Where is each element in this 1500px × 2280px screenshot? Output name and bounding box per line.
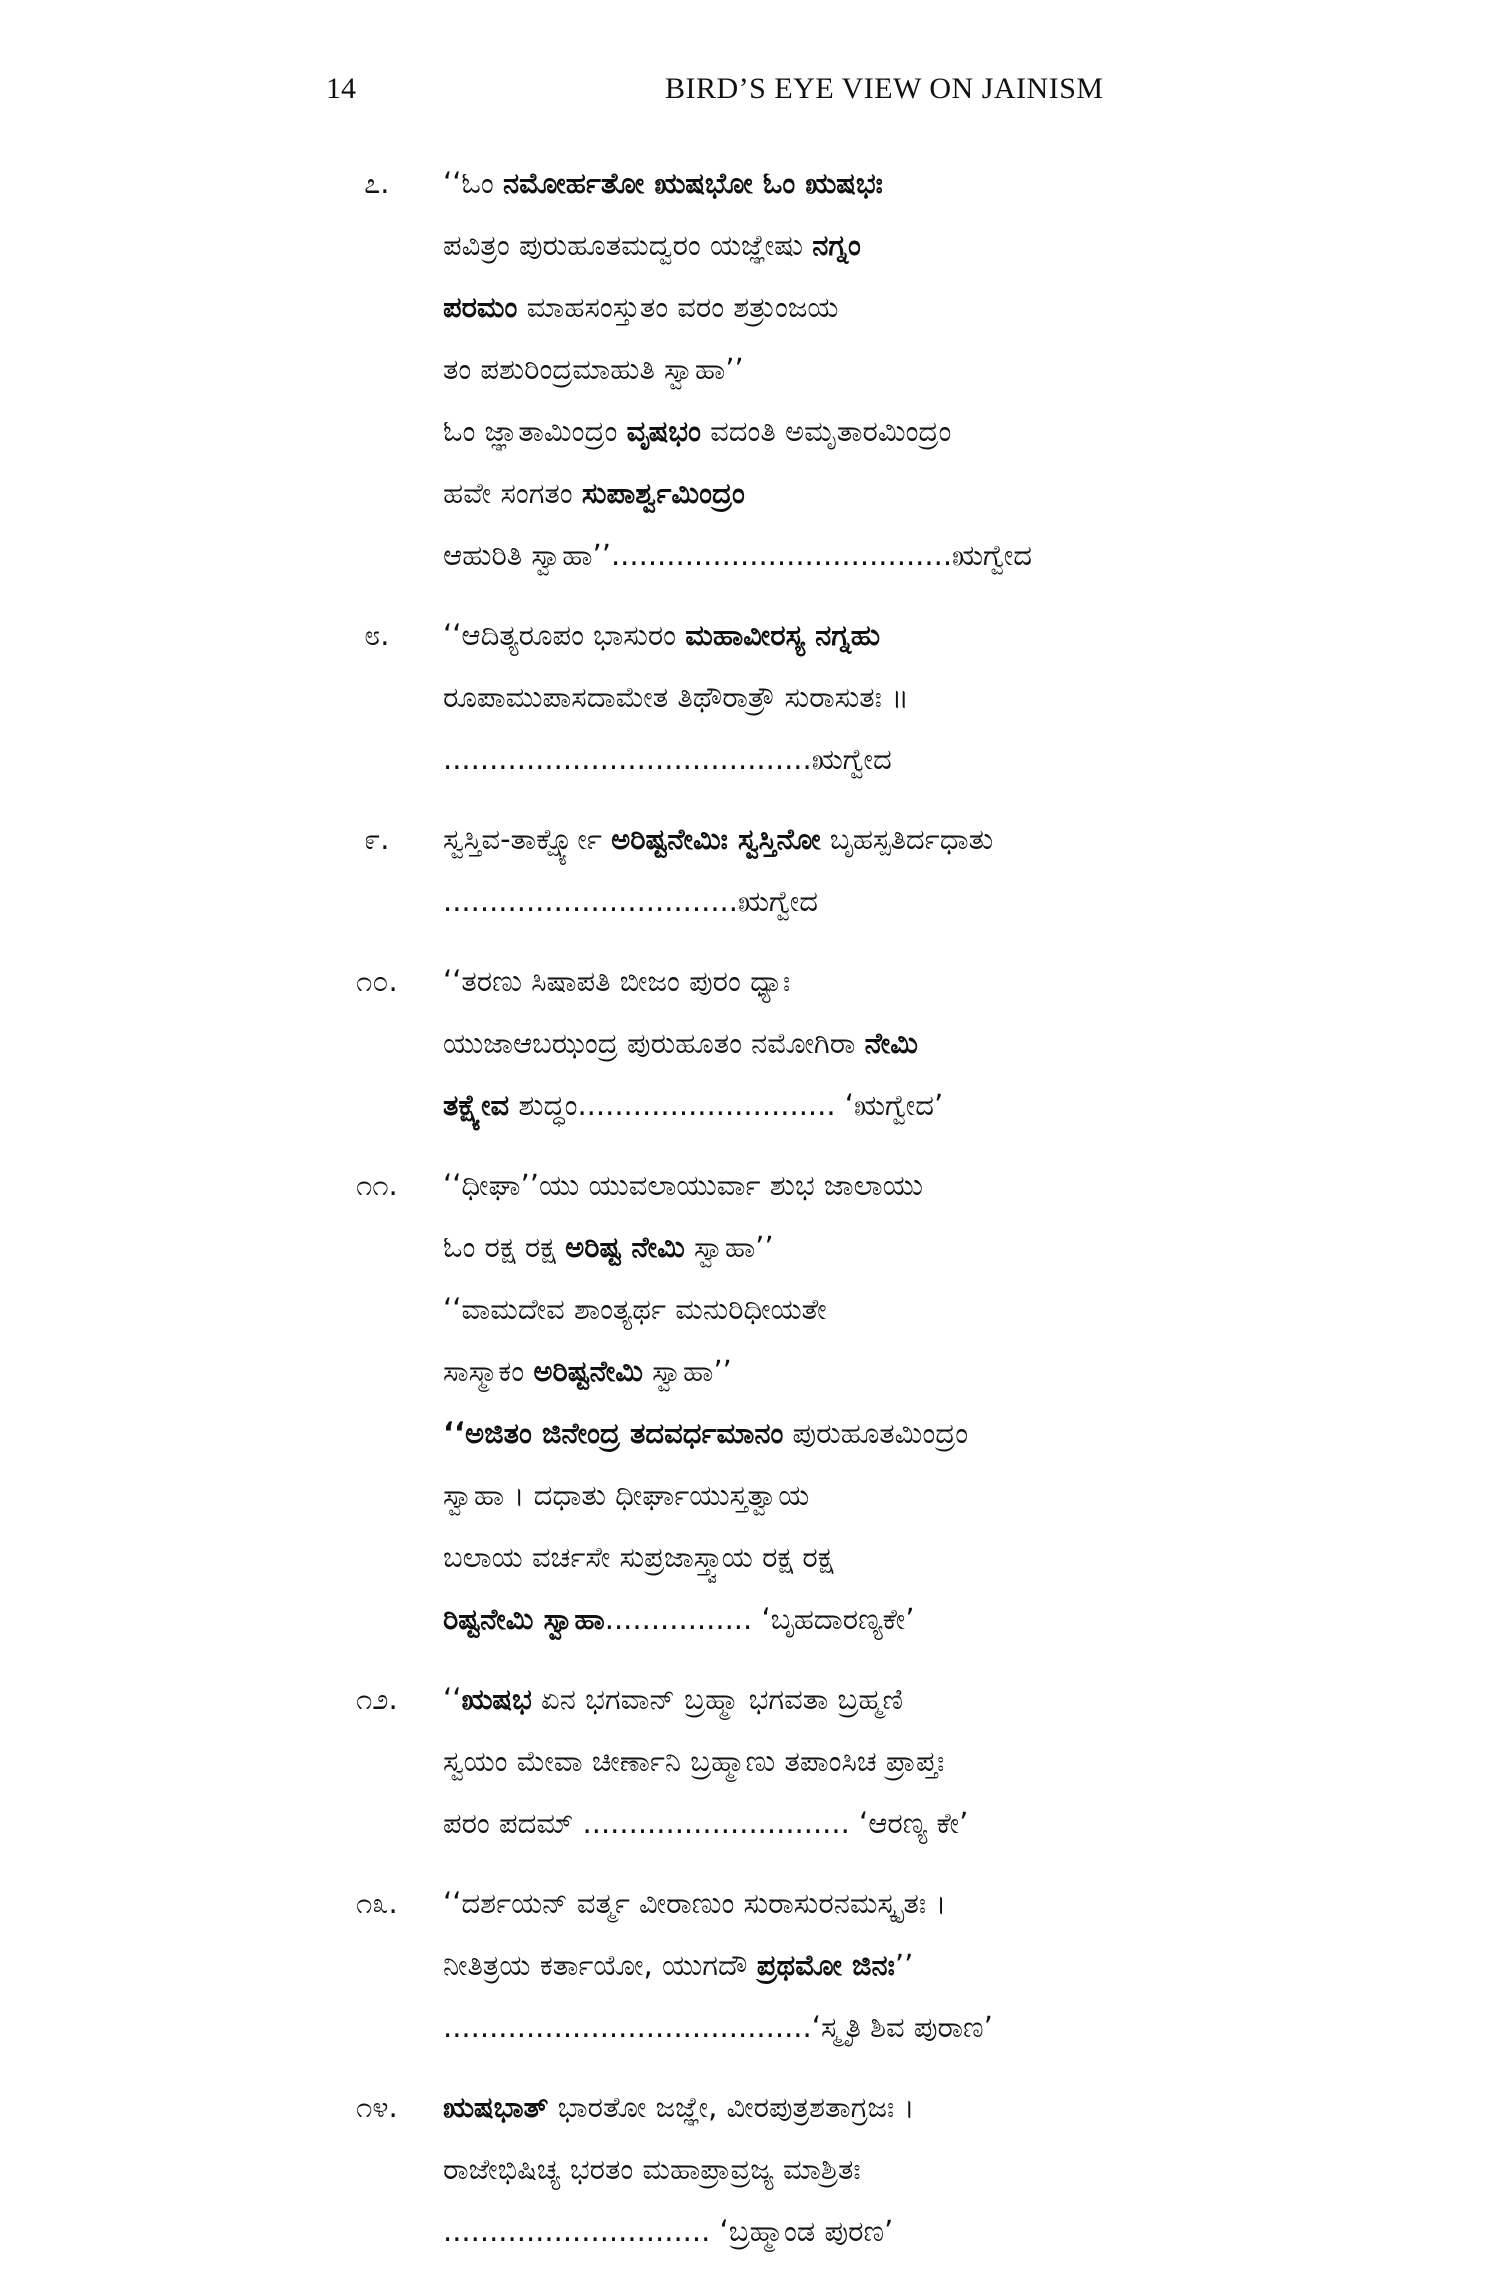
text-segment: ಸಾಸ್ಮಾಕಂ (443, 1354, 534, 1388)
bold-text: ಋಷಭ (461, 1682, 532, 1716)
verse-lines (443, 604, 1500, 790)
text-segment: ........................................‘ಸ್ಮೃತಿ ಶಿವ ಪುರಾಣ’ (443, 2010, 993, 2044)
text-segment: ಓಂ ರಕ್ಷ ರಕ್ಷ (443, 1230, 566, 1264)
text-segment: ‘‘ದರ್ಶಯನ್ ವರ್ತ್ಮ ವೀರಾಣುಂ ಸುರಾಸುರನಮಸ್ಕೃತಃ । (443, 1886, 947, 1920)
verse (0, 1872, 1500, 2058)
verse-line (443, 338, 1500, 400)
verse-line (443, 1278, 1500, 1340)
verse-line (443, 2138, 1500, 2200)
text-segment: ವದಂತಿ ಅಮೃತಾರಮಿಂದ್ರಂ (700, 414, 952, 448)
verse-line (443, 950, 1500, 1012)
verse-number: ೧೪. (356, 2090, 398, 2124)
verse-lines (443, 2076, 1500, 2262)
running-head: BIRD’S EYE VIEW ON JAINISM (665, 72, 1104, 105)
bold-text: ಋಷಭಾತ್ (443, 2090, 549, 2124)
verse-line (443, 1154, 1500, 1216)
verse-number: ೧೧. (356, 1168, 398, 1202)
text-segment: ಸ್ವಾಹಾ । ದಧಾತು ಧೀರ್ಘಾಯುಸ್ತತ್ವಾಯ (443, 1478, 810, 1512)
text-segment: ಏನ ಭಗವಾನ್ ಬ್ರಹ್ಮಾ ಭಗವತಾ ಬ್ರಹ್ಮಣಿ (531, 1682, 904, 1716)
verse-lines (443, 808, 1500, 932)
text-segment: ತಂ ಪಶುರಿಂದ್ರಮಾಹುತಿ ಸ್ವಾಹಾ’’ (443, 352, 744, 386)
verse-line (443, 524, 1500, 586)
bold-text: ನಗ್ನಂ (812, 228, 861, 262)
text-segment: ‘‘ಧೀಘಾ’’ಯು ಯುವಲಾಯುರ್ವಾ ಶುಭ ಜಾಲಾಯು (443, 1168, 923, 1202)
verse (0, 152, 1500, 586)
bold-text: ‘‘ಅಜಿತಂ ಜಿನೇಂದ್ರ ತದವರ್ಧಮಾನಂ (443, 1416, 784, 1450)
verse-number: ೭. (364, 166, 390, 200)
text-segment: ಸ್ವಸ್ತಿವ-ತಾರ್ಕ್ಷ್ಯೋ (443, 822, 612, 856)
verse (0, 1668, 1500, 1854)
verse-line (443, 1588, 1500, 1650)
text-segment: ಸ್ವಾಹಾ’’ (684, 1230, 774, 1264)
verse (0, 808, 1500, 932)
text-segment: ಹವೇ ಸಂಗತಂ (443, 476, 582, 510)
verse-lines (443, 1154, 1500, 1650)
verse-line (443, 2076, 1500, 2138)
text-segment: ಸ್ವಯಂ ಮೇವಾ ಚೀರ್ಣಾನಿ ಬ್ರಹ್ಮಾಣು ತಪಾಂಸಿಚ ಪ್ರಾಪ್ತಃ (443, 1744, 945, 1778)
verse (0, 950, 1500, 1136)
verse-list (0, 152, 1500, 2280)
bold-text: ನಮೋರ್ಹತೋ ಋಷಭೋ ಓಂ ಋಷಭಃ (503, 166, 883, 200)
verse-lines (443, 152, 1500, 586)
verse-line (443, 604, 1500, 666)
verse-lines (443, 950, 1500, 1136)
bold-text: ಅರಿಷ್ಟನೇಮಿ (533, 1354, 643, 1388)
page-header (0, 72, 1500, 112)
bold-text: ಅರಿಷ್ಟ ನೇಮಿ (565, 1230, 685, 1264)
text-segment: ಸ್ವಾಹಾ’’ (642, 1354, 732, 1388)
text-segment: ಪುರುಹೂತಮಿಂದ್ರಂ (783, 1416, 969, 1450)
verse-line (443, 808, 1500, 870)
text-segment: ‘‘ಓಂ (443, 166, 503, 200)
text-segment: ಮಾಹಸಂಸ್ತುತಂ ವರಂ ಶತ್ರುಂಜಯ (517, 290, 839, 324)
bold-text: ಪರಮಂ (443, 290, 518, 324)
verse-line (443, 1934, 1500, 1996)
bold-text: ಅರಿಷ್ಟನೇಮಿಃ ಸ್ವಸ್ತಿನೋ (611, 822, 821, 856)
verse-line (443, 1730, 1500, 1792)
bold-text: ಪ್ರಥಮೋ ಜಿನಃ (756, 1948, 895, 1982)
text-segment: ಪವಿತ್ರಂ ಪುರುಹೂತಮದ್ವರಂ ಯಜ್ಞೇಷು (443, 228, 813, 262)
text-segment: ಬಲಾಯ ವರ್ಚಸೇ ಸುಪ್ರಜಾಸ್ತ್ವಾಯ ರಕ್ಷ ರಕ್ಷ (443, 1540, 834, 1574)
verse-line (443, 1996, 1500, 2058)
verse-line (443, 1074, 1500, 1136)
verse-line (443, 462, 1500, 524)
verse-lines (443, 1668, 1500, 1854)
bold-text: ಮಹಾವೀರಸ್ಯ ನಗ್ನಹು (685, 618, 881, 652)
verse-number: ೯. (364, 822, 390, 856)
verse-number: ೧೦. (356, 964, 398, 998)
verse-line (443, 214, 1500, 276)
text-segment: ಓಂ ಜ್ಞಾತಾಮಿಂದ್ರಂ (443, 414, 627, 448)
verse-line (443, 1340, 1500, 1402)
page-number: 14 (326, 72, 356, 105)
verse-line (443, 1526, 1500, 1588)
text-segment: ನೀತಿತ್ರಯ ಕರ್ತಾಯೋ, ಯುಗದೌ (443, 1948, 757, 1982)
verse-line (443, 1872, 1500, 1934)
verse-lines (443, 1872, 1500, 2058)
bold-text: ವೃಷಭಂ (626, 414, 701, 448)
text-segment: ........................................ಋಗ್ವೇದ (443, 742, 892, 776)
text-segment: ................ ‘ಬೃಹದಾರಣ್ಯಕೇ’ (604, 1602, 915, 1636)
text-segment: ಭಾರತೋ ಜಜ್ಞೇ, ವೀರಪುತ್ರಶತಾಗ್ರಜಃ । (548, 2090, 915, 2124)
text-segment: ............................. ‘ಬ್ರಹ್ಮಾಂಡ ಪುರಣ’ (443, 2214, 894, 2248)
text-segment: ಆಹುರಿತಿ ಸ್ವಾಹಾ’’.....................................ಋಗ್ವೇದ (443, 538, 1033, 572)
verse-number: ೮. (364, 618, 390, 652)
verse-number: ೧೩. (356, 1886, 398, 1920)
text-segment: ರೂಪಾಮುಪಾಸದಾಮೇತ ತಿಥೌರಾತ್ರೌ ಸುರಾಸುತಃ ॥ (443, 680, 909, 714)
verse-line (443, 1464, 1500, 1526)
text-segment: ‘‘ (443, 1682, 462, 1716)
verse-line (443, 728, 1500, 790)
text-segment: ‘‘ಆದಿತ್ಯರೂಪಂ ಭಾಸುರಂ (443, 618, 686, 652)
verse-line (443, 400, 1500, 462)
text-segment: ................................ಋಗ್ವೇದ (443, 884, 818, 918)
verse (0, 2076, 1500, 2262)
verse-line (443, 1216, 1500, 1278)
bold-text: ಸುಪಾರ್ಶ್ವಮಿಂದ್ರಂ (581, 476, 745, 510)
bold-text: ರಿಷ್ಟನೇಮಿ ಸ್ವಾಹಾ (443, 1602, 605, 1636)
verse-line (443, 666, 1500, 728)
verse (0, 604, 1500, 790)
verse-line (443, 870, 1500, 932)
text-segment: ‘‘ವಾಮದೇವ ಶಾಂತ್ಯರ್ಥ ಮನುರಿಧೀಯತೇ (443, 1292, 827, 1326)
verse (0, 1154, 1500, 1650)
verse-line (443, 1012, 1500, 1074)
verse-line (443, 1792, 1500, 1854)
text-segment: ಯುಜಾಆಬಝಂದ್ರ ಪುರುಹೂತಂ ನಮೋಗಿರಾ (443, 1026, 865, 1060)
bold-text: ನೇಮಿ (864, 1026, 918, 1060)
text-segment: ‘‘ತರಣು ಸಿಷಾಪತಿ ಬೀಜಂ ಪುರಂ ಧ್ಯಾಃ (443, 964, 791, 998)
verse-line (443, 1402, 1500, 1464)
bold-text: ತಕ್ಷ್ಯೇವ (443, 1088, 510, 1122)
verse-line (443, 2200, 1500, 2262)
text-segment: ಪರಂ ಪದಮ್ ............................. ‘ಆರಣ್ಯ ಕೇ’ (443, 1806, 969, 1840)
text-segment: ’’ (894, 1948, 914, 1982)
text-segment: ರಾಜೇಭಿಷಿಚ್ಯ ಭರತಂ ಮಹಾಪ್ರಾವ್ರಜ್ಯ ಮಾಶ್ರಿತಃ (443, 2152, 861, 2186)
verse-line (443, 152, 1500, 214)
verse-line (443, 276, 1500, 338)
text-segment: ಬೃಹಸ್ಪತಿರ್ದಧಾತು (820, 822, 994, 856)
verse-line (443, 1668, 1500, 1730)
text-segment: ಶುದ್ಧಂ............................ ‘ಋಗ್ವೇದ’ (509, 1088, 944, 1122)
verse-number: ೧೨. (356, 1682, 398, 1716)
